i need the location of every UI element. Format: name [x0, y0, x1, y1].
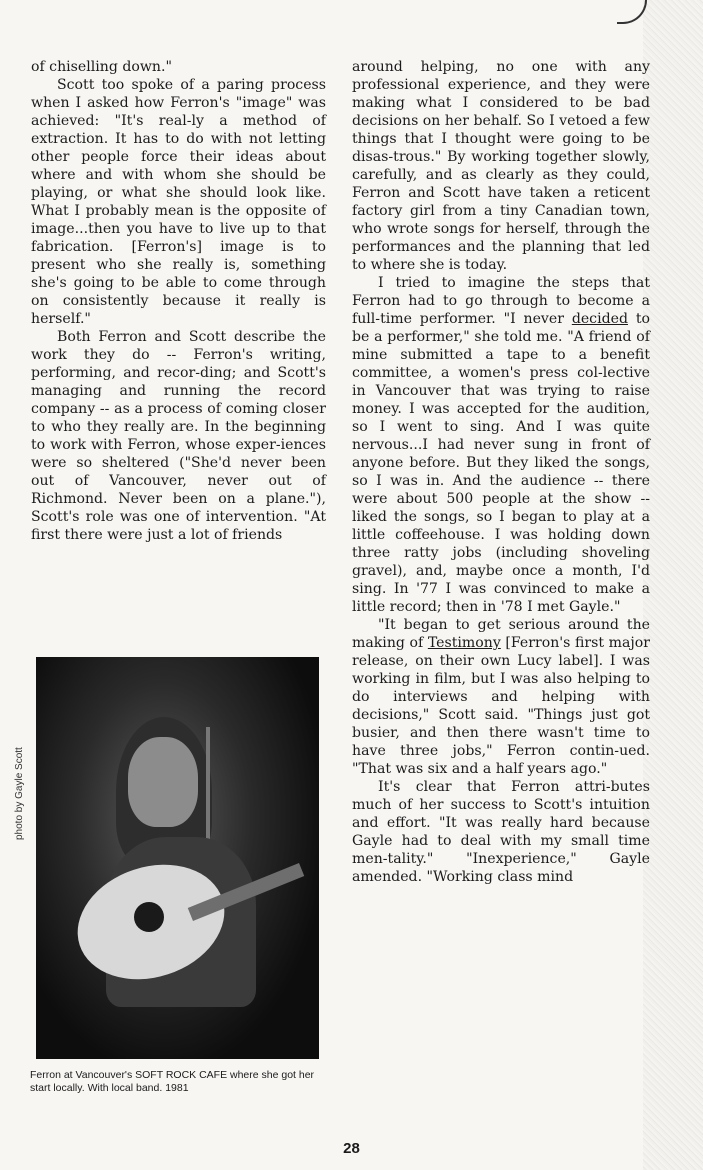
underlined-title-testimony: Testimony [427, 635, 501, 651]
right-paragraph-3-end: [Ferron's first major release, on their own Lucy label]. I was working in film, but I was also helping to do interviews and helping with decisions," Scott said. "Things just got busier, and then there wasn't time to have three jobs," Ferron contin-ued. "That was six and a half years ago." [352, 635, 651, 777]
page-number: 28 [343, 1140, 360, 1157]
guitar-soundhole [134, 902, 164, 932]
left-paragraph-2: Scott too spoke of a paring process when I asked how Ferron's "image" was achieved: "It's real-ly a method of extraction. It has to do with not letting other people force their ideas about where and with whom she should be playing, or what she should look like. What I probably mean is the opposite of image...then you have to live up to that fabrication. [Ferron's] image is to present who she really is, something she's going to be able to come through on consistently because it really is herself." [31, 77, 326, 327]
right-paragraph-4: It's clear that Ferron attri-butes much of her success to Scott's intuition and effort. "It was really hard because Gayle had to deal with my small time men-tality." "Inexperience," Gayle amended. "Working class mind [352, 779, 650, 885]
photo-caption: Ferron at Vancouver's SOFT ROCK CAFE where she got her start locally. With local band. 1981 [30, 1069, 315, 1094]
photo-credit: photo by Gayle Scott [14, 747, 25, 840]
right-paragraph-2-start: I tried to imagine the steps that Ferron had to go through to become a full-time performer. "I never [352, 275, 650, 327]
microphone-stand [206, 727, 210, 847]
performer-face [128, 737, 198, 827]
right-paragraph-2-end: to be a performer," she told me. "A friend of mine submitted a tape to a benefit committee, a women's press col-lective in Vancouver that was trying to raise money. I was accepted for the audition, so I went to sing. And I was quite nervous...I had never sung in front of anyone before. But they liked the songs, so I was in. And the audience -- there were about 500 people at the show -- liked the songs, so I began to play at a little coffeehouse. I was holding down three ratty jobs (including shoveling gravel), and, maybe once a month, I'd sing. In '77 I was convinced to make a little record; then in '78 I met Gayle." [352, 311, 650, 615]
left-column [31, 58, 326, 544]
right-paragraph-2 [352, 274, 650, 616]
right-paragraph-3 [352, 616, 650, 778]
right-column [352, 58, 650, 886]
scanned-page-edge [643, 0, 703, 1170]
right-paragraph-3-start: "It began to get serious around the making of [352, 617, 650, 651]
concert-photo [36, 657, 319, 1059]
underlined-word-decided: decided [571, 311, 628, 327]
right-paragraph-1: around helping, no one with any professional experience, and they were making what I considered to be bad decisions on her behalf. So I vetoed a few things that I thought were going to be disas-trous." By working together slowly, carefully, and as clearly as they could, Ferron and Scott have taken a reticent factory girl from a tiny Canadian town, who wrote songs for herself, through the performances and the planning that led to where she is today. [352, 59, 650, 273]
left-paragraph-1: of chiselling down." [31, 59, 172, 75]
left-paragraph-3: Both Ferron and Scott describe the work they do -- Ferron's writing, performing, and recor-ding; and Scott's managing and running the record company -- as a process of coming closer to who they really are. In the beginning to work with Ferron, whose exper-iences were so sheltered ("She'd never been out of Vancouver, never out of Richmond. Never been on a plane."), Scott's role was one of intervention. "At first there were just a lot of friends [31, 329, 326, 543]
